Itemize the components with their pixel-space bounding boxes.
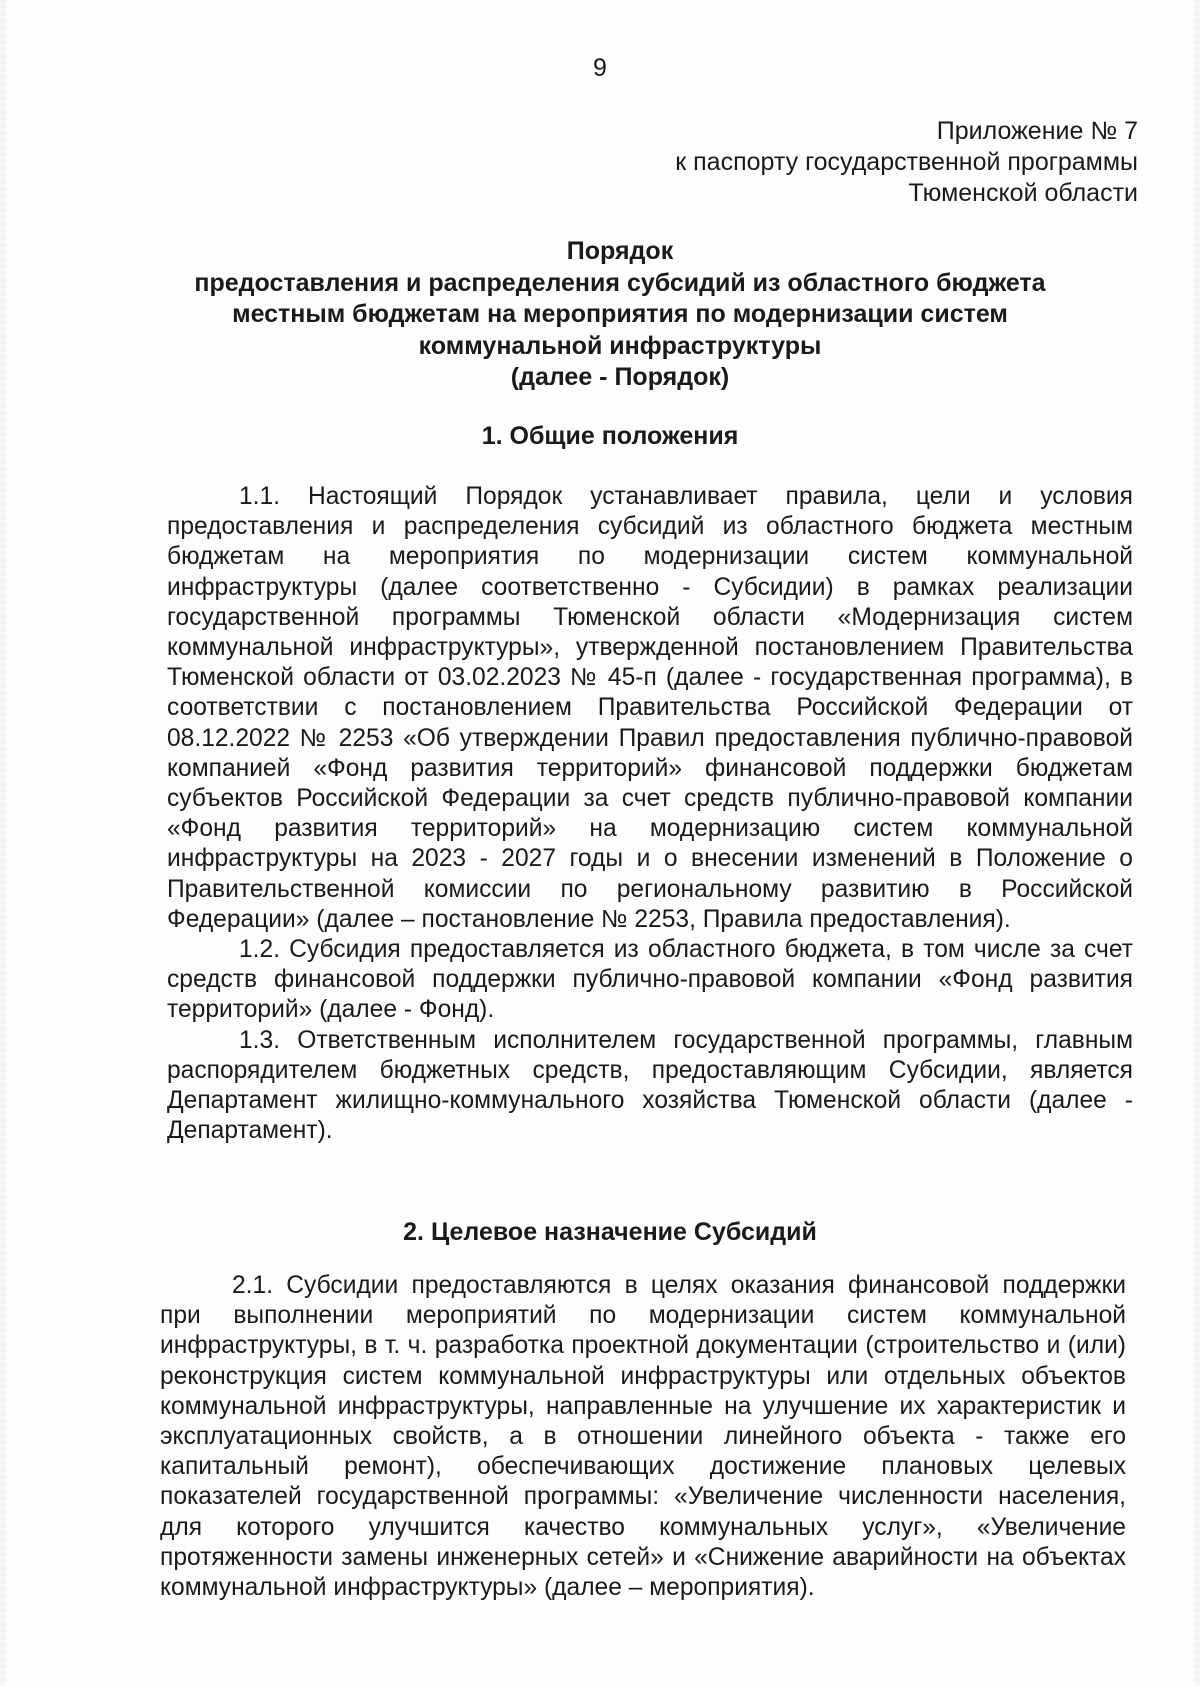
section-heading-general: 1. Общие положения: [481, 422, 739, 450]
paragraph: 1.1. Настоящий Порядок устанавливает правила, цели и условия предоставления и распределения субсидий из областного бюджета местным бюджетам на мероприятия по модернизации систем коммунальной инфраструктуры (далее соответственно - Субсидии) в рамках реализации государственной программы Тюменской области «Модернизация систем коммунальной инфраструктуры», утвержденной постановлением Правительства Тюменской области от 03.02.2023 № 45-п (далее - государственная программа), в соответствии с постановлением Правительства Российской Федерации от 08.12.2022 № 2253 «Об утверждении Правил предоставления публично-правовой компанией «Фонд развития территорий» финансовой поддержки бюджетам субъектов Российской Федерации за счет средств публично-правовой компании «Фонд развития территорий» на модернизацию систем коммунальной инфраструктуры на 2023 - 2027 годы и о внесении изменений в Положение о Правительственной комиссии по региональному развитию в Российской Федерации» (далее – постановление № 2253, Правила предоставления).: [167, 483, 1133, 933]
title-line: предоставления и распределения субсидий из областного бюджета: [194, 268, 1046, 297]
paragraph: 1.3. Ответственным исполнителем государственной программы, главным распорядителем бюджетных средств, предоставляющим Субсидии, является Департамент жилищно-коммунального хозяйства Тюменской области (далее - Департамент).: [167, 1026, 1133, 1145]
paragraph: 1.2. Субсидия предоставляется из областного бюджета, в том числе за счет средств финансовой поддержки публично-правовой компании «Фонд развития территорий» (далее - Фонд).: [167, 936, 1133, 1024]
appendix-reference: [675, 116, 1138, 209]
scan-edge-left: [0, 0, 6, 1686]
section-body-general: [167, 482, 1133, 1146]
scan-edge-right: [1194, 0, 1200, 1686]
appendix-line: Приложение № 7: [936, 117, 1138, 145]
section-heading-purpose: 2. Целевое назначение Субсидий: [403, 1218, 817, 1246]
title-line: Порядок: [566, 237, 674, 265]
document-title: [120, 236, 1120, 394]
page-number: 9: [593, 54, 607, 82]
appendix-line: Тюменской области: [908, 179, 1138, 207]
section-body-purpose: [160, 1271, 1126, 1603]
title-line: (далее - Порядок): [510, 363, 730, 391]
paragraph: 2.1. Субсидии предоставляются в целях оказания финансовой поддержки при выполнении мероприятий по модернизации систем коммунальной инфраструктуры, в т. ч. разработка проектной документации (строительство и (или) реконструкция систем коммунальной инфраструктуры или отдельных объектов коммунальной инфраструктуры, направленные на улучшение их характеристик и эксплуатационных свойств, а в отношении линейного объекта - также его капитальный ремонт), обеспечивающих достижение плановых целевых показателей государственной программы: «Увеличение численности населения, для которого улучшится качество коммунальных услуг», «Увеличение протяженности замены инженерных сетей» и «Снижение аварийности на объектах коммунальной инфраструктуры» (далее – мероприятия).: [160, 1272, 1126, 1602]
title-line: местным бюджетам на мероприятия по модернизации систем: [232, 300, 1008, 328]
appendix-line: к паспорту государственной программы: [675, 148, 1138, 176]
title-line: коммунальной инфраструктуры: [418, 331, 822, 360]
